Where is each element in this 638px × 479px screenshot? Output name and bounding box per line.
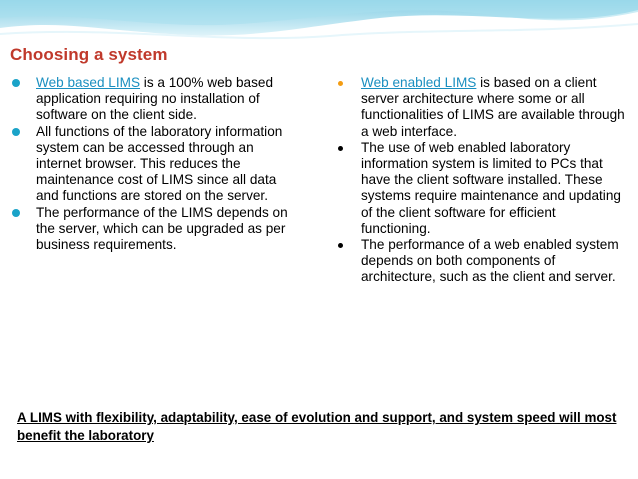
- bullet-icon: [12, 79, 20, 87]
- list-item: [10, 75, 300, 124]
- bullet-icon: [12, 128, 20, 136]
- bullet-icon: [338, 81, 343, 86]
- header-wave-decoration: [0, 0, 638, 46]
- left-column: [10, 75, 300, 253]
- list-item-text: The performance of a web enabled system depends on both components of architecture, such as the client and server.: [361, 237, 619, 285]
- list-item-text: The use of web enabled laboratory information system is limited to PCs that have the client software installed. These systems require maintenance and updating of the client software for efficient functioning.: [361, 139, 621, 236]
- list-item: [10, 205, 300, 254]
- bullet-icon: [12, 209, 20, 217]
- list-item: [335, 237, 625, 286]
- list-item-text: The performance of the LIMS depends on the server, which can be upgraded as per business requirements.: [36, 204, 288, 253]
- list-item-text: is based on a client server architecture where some or all functionalities of LIMS are available through a web interface.: [361, 75, 625, 139]
- bullet-icon: [338, 146, 343, 151]
- list-item-text: All functions of the laboratory information system can be accessed through an internet browser. This reduces the maintenance cost of LIMS since all data and functions are stored on the server.: [36, 123, 283, 204]
- web-based-lims-link[interactable]: Web based LIMS: [36, 75, 141, 90]
- list-item: [335, 140, 625, 237]
- right-column: [335, 75, 625, 286]
- web-enabled-lims-link[interactable]: Web enabled LIMS: [361, 75, 477, 90]
- list-item: [10, 124, 300, 205]
- list-item-text: is a 100% web based application requiring no installation of software on the client side.: [36, 75, 274, 123]
- bullet-icon: [338, 243, 343, 248]
- slide-title: Choosing a system: [10, 45, 168, 64]
- list-item: [335, 75, 625, 140]
- footer-statement: A LIMS with flexibility, adaptability, ease of evolution and support, and system speed will most benefit the laboratory: [17, 410, 617, 443]
